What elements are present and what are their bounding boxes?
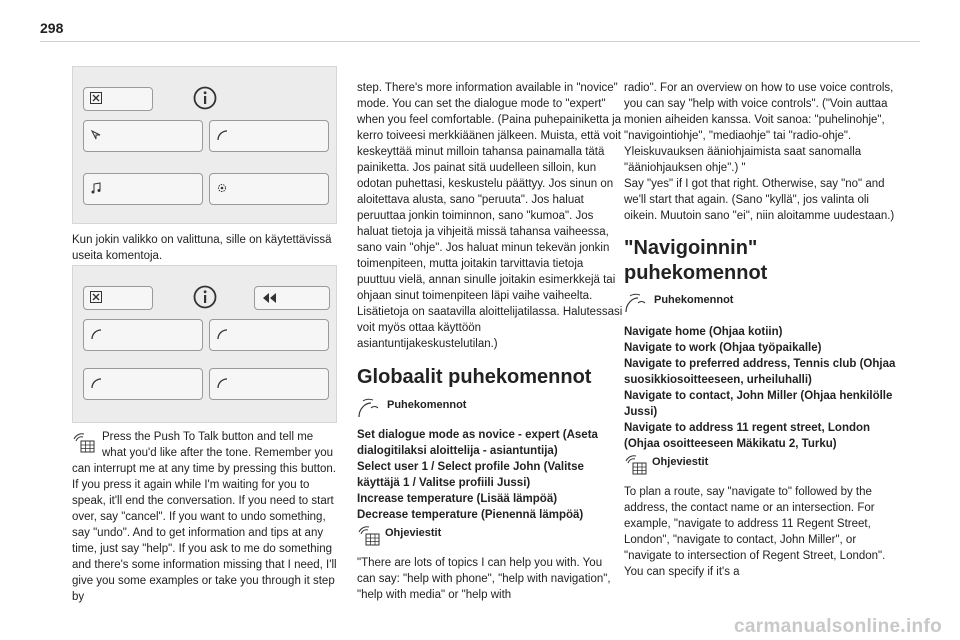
- media-button: [83, 173, 203, 205]
- help-messages-row: [357, 525, 623, 547]
- close-icon: [90, 92, 102, 104]
- intro-text-continued: step. There's more information available in "novice" mode. You can set the dialogue mode to "expert" when you feel comfortable. (Paina puhepainiketta ja kerro toiveesi merkkiäänen jälkeen. Muista, että voit keskeyttää minut milloin tahansa painamalla tätä painiketta. Jos painat sitä uudelleen silloin, kun odotan puhettasi, keskustelu päättyy. Jos sinun on aloitettava alusta, sano "peruuta". Jos haluat peruuttaa jonkin toiminnon, sano "kumoa". Jos haluat tietoja ja vihjeitä missä tahansa vaiheessa, sano vain "ohje". Jos haluat minun tekevän jonkin toimenpiteen, mutta joitakin tarvittavia tietoja puuttuu vielä, annan sinulle joitakin esimerkkejä tai ohjaan sinut toimenpiteen läpi vaihe vaiheelta. Lisätietoja on saatavilla aloittelijatilassa. Halutessasi voit myös ottaa käyttöön asiantuntijakeskustelutilan.): [357, 82, 623, 350]
- voice-help-icon: [72, 432, 96, 454]
- close-button: [83, 87, 153, 111]
- music-note-icon: [90, 182, 102, 194]
- section-heading-global: Globaalit puhekomennot: [357, 366, 592, 388]
- column-3: [624, 80, 904, 580]
- navigation-arrow-icon: [90, 129, 102, 141]
- phone-button: [209, 368, 329, 400]
- help-messages-label: Ohjeviestit: [652, 456, 709, 468]
- close-icon: [90, 291, 102, 303]
- intro-text: Press the Push To Talk button and tell me what you'd like after the tone. Remember you can interrupt me at any time by pressing this button. If you press it again while I'm waiting for you to speak, it'll end the conversation. If you need to start over, say "cancel". If you want to undo something, say "undo". And to get information and tips at any time, just say "help". If you ask to me do something and there's some information missing that I need, I'll give you some examples or take you through it step by: [72, 431, 337, 603]
- close-button: [83, 286, 153, 310]
- gear-icon: [216, 182, 228, 194]
- column-1: [72, 429, 338, 605]
- global-help-text: "There are lots of topics I can help you with. You can say: "help with phone", "help with navigation", "help with media" or "help with: [357, 557, 611, 601]
- section-heading-navigation: "Navigoinnin" puhekomennot: [624, 237, 768, 284]
- voice-commands-label: Puhekomennot: [387, 399, 467, 411]
- voice-commands-row: [357, 397, 623, 419]
- phone-button: [209, 319, 329, 351]
- info-icon: [193, 86, 217, 110]
- phone-icon: [216, 129, 228, 141]
- header-rule: [40, 41, 920, 42]
- figure-menu-commands: [72, 66, 337, 224]
- settings-button: [209, 173, 329, 205]
- global-commands-list: Set dialogue mode as novice - expert (Aseta dialogitilaksi aloittelija - asiantuntija) Select user 1 / Select profile John (Valitse käyttäjä 1 / Valitse profiili Jussi) Increase temperature (Lisää lämpöä) Decrease temperature (Pienennä lämpöä): [357, 429, 598, 521]
- phone-button: [83, 368, 203, 400]
- page-number: 298: [40, 20, 64, 36]
- phone-button: [83, 319, 203, 351]
- phone-icon: [90, 377, 102, 389]
- column-2: [357, 80, 623, 603]
- phone-icon: [90, 328, 102, 340]
- voice-commands-label: Puhekomennot: [654, 294, 734, 306]
- navigation-help-text: To plan a route, say "navigate to" followed by the address, the contact name or an intersection. For example, "navigate to address 11 Regent Street, London", "navigate to contact, John Miller", or "navigate to intersection of Regent Street, London". You can specify if it's a: [624, 486, 886, 578]
- phone-icon: [216, 328, 228, 340]
- voice-command-icon: [624, 292, 646, 314]
- watermark: carmanualsonline.info: [734, 616, 942, 637]
- help-text-continued: radio". For an overview on how to use voice controls, you can say "help with voice controls". ("Voin auttaa monien aiheiden kanssa. Voit sanoa: "puhelinohje", "navigointiohje", "mediaohje" tai "radio-ohje". Yleiskuvauksen ääniohjaimista saat sanomalla "ääniohjauksen ohje".) " Say "yes" if I got that right. Otherwise, say "no" and we'll start that again. (Sano "kyllä", jos valinta oli oikein. Muutoin sano "ei", niin aloitamme uudestaan.): [624, 82, 895, 222]
- phone-button: [209, 120, 329, 152]
- navigation-button: [83, 120, 203, 152]
- info-icon: [193, 285, 217, 309]
- figure-menu-commands-2: [72, 265, 337, 423]
- help-messages-row: [624, 454, 904, 476]
- rewind-icon: [261, 292, 277, 304]
- voice-command-icon: [357, 397, 379, 419]
- voice-commands-row: [624, 292, 904, 314]
- figure-caption: Kun jokin valikko on valittuna, sille on käytettävissä useita komentoja.: [72, 234, 332, 262]
- navigation-commands-list: Navigate home (Ohjaa kotiin) Navigate to work (Ohjaa työpaikalle) Navigate to preferred address, Tennis club (Ohjaa suosikkiosoitteeseen, urheiluhalli) Navigate to contact, John Miller (Ohjaa henkilölle Jussi) Navigate to address 11 regent street, London (Ohjaa osoitteeseen Mäkikatu 2, Turku): [624, 326, 896, 450]
- phone-icon: [216, 377, 228, 389]
- voice-help-icon: [624, 454, 648, 476]
- rewind-button: [254, 286, 330, 310]
- voice-help-icon: [357, 525, 381, 547]
- help-messages-label: Ohjeviestit: [385, 527, 442, 539]
